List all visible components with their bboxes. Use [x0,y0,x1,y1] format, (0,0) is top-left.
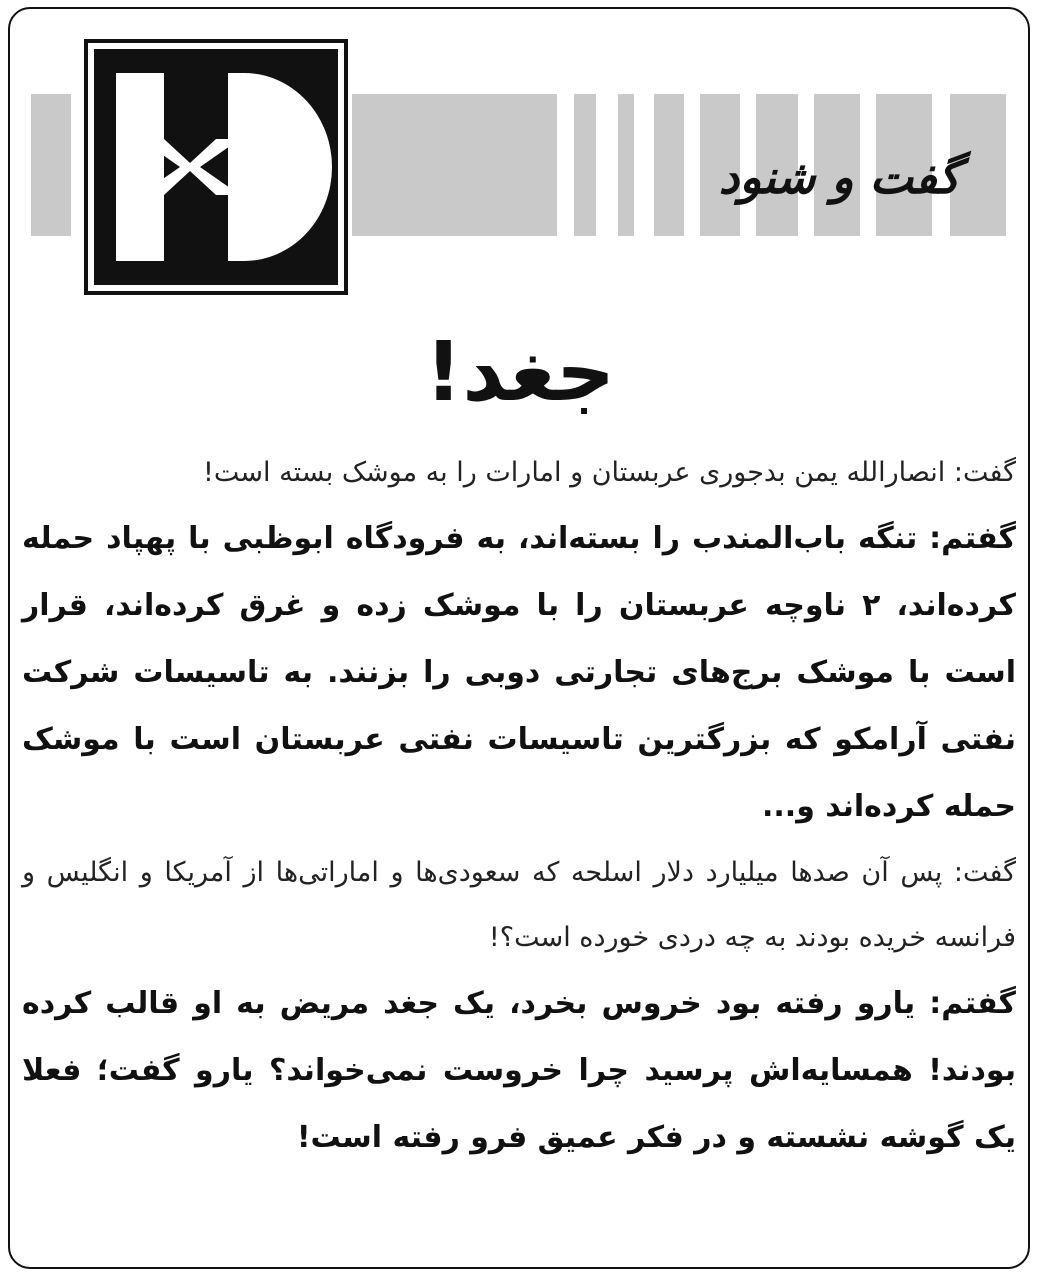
said-paragraph: گفت: انصارالله یمن بدجوری عربستان و امارات را به موشک بسته است! [203,457,1016,488]
logo [84,39,348,295]
logo-emblem-icon [94,49,338,285]
said-paragraph: گفت: پس آن صدها میلیارد دلار اسلحه که سعودی‌ها و اماراتی‌ها از آمریکا و انگلیس و فرانسه خریده بودند به چه دردی خورده است؟! [22,857,1016,953]
header-stripe [352,94,557,236]
replied-paragraph: گفتم: یارو رفته بود خروس بخرد، یک جغد مریض به او قالب کرده بودند! همسایه‌اش پرسید چرا خروست نمی‌خواند؟ یارو گفت؛ فعلا یک گوشه نشسته و در فکر عمیق فرو رفته است! [22,986,1016,1155]
replied-paragraph: گفتم: تنگه باب‌المندب را بسته‌اند، به فرودگاه ابوظبی با پهپاد حمله کرده‌اند، ۲ ناوچه عربستان را با موشک زده و غرق کرده‌اند، قرار است با موشک برج‌های تجارتی دوبی را بزنند. به تاسیسات شرکت نفتی آرامکو که بزرگترین تاسیسات نفتی عربستان است با موشک حمله کرده‌اند و... [22,521,1016,824]
column-body [22,440,1016,1171]
section-title: گفت و شنود [718,150,960,204]
headline: جغد! [424,325,616,420]
header-stripe [574,94,596,236]
header-stripe [31,94,71,236]
